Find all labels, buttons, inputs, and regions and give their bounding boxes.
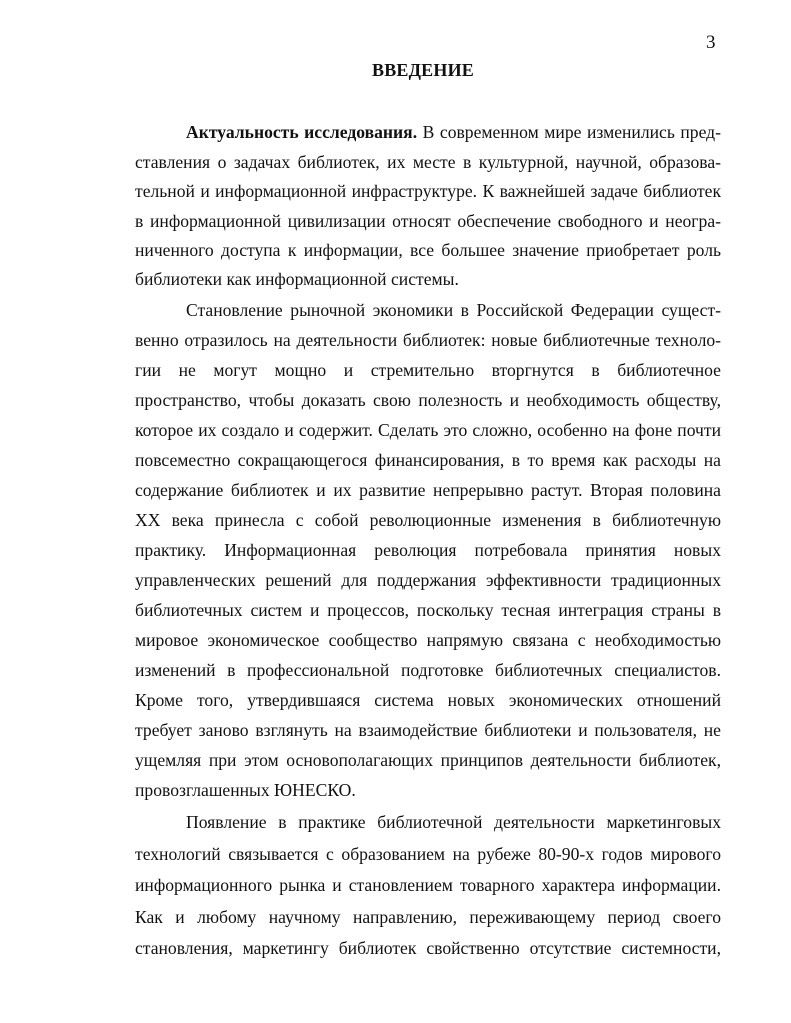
text-line: повсеместно сокращающегося финансирования, в то время как расходы на [135, 450, 721, 470]
text-line: Кроме того, утвердившаяся система новых экономических отношений [135, 690, 721, 710]
text-line [186, 121, 721, 143]
text-line: Становление рыночной экономики в Российской Федерации сущест- [186, 300, 721, 320]
text-line: провозглашенных ЮНЕСКО. [135, 780, 356, 800]
page-title: ВВЕДЕНИЕ [371, 60, 474, 80]
text-line: технологий связывается с образованием на рубеже 80-90-х годов мирового [135, 844, 721, 864]
text-line: управленческих решений для поддержания эффективности традиционных [135, 570, 721, 590]
text-line: Как и любому научному направлению, переживающему период своего [135, 907, 721, 927]
text-line: в информационной цивилизации относят обеспечение свободного и неогра- [135, 211, 721, 231]
text-line: XX века принесла с собой революционные изменения в библиотечную [135, 510, 721, 530]
text-line: которое их создало и содержит. Сделать это сложно, особенно на фоне почти [135, 420, 721, 440]
text-line: гии не могут мощно и стремительно вторгнутся в библиотечное [135, 360, 721, 380]
text-line: пространство, чтобы доказать свою полезность и необходимость обществу, [135, 390, 721, 410]
text-line: требует заново взглянуть на взаимодействие библиотеки и пользователя, не [135, 720, 721, 740]
lead-phrase: Актуальность исследования. [186, 122, 418, 142]
text-line: содержание библиотек и их развитие непрерывно растут. Вторая половина [135, 480, 721, 500]
text-line-rest: В современном мире изменились пред- [417, 122, 721, 142]
text-line: информационного рынка и становлением товарного характера информации. [135, 875, 721, 895]
text-line: венно отразилось на деятельности библиотек: новые библиотечные техноло- [135, 330, 721, 350]
text-line: становления, маркетингу библиотек свойственно отсутствие системности, [135, 938, 721, 958]
text-line: библиотечных систем и процессов, поскольку тесная интеграция страны в [135, 600, 721, 620]
text-line: ставления о задачах библиотек, их месте в культурной, научной, образова- [135, 152, 721, 172]
page-number: 3 [706, 32, 716, 53]
text-line: библиотеки как информационной системы. [135, 269, 459, 289]
text-line: изменений в профессиональной подготовке библиотечных специалистов. [135, 660, 721, 680]
text-line: ущемляя при этом основополагающих принципов деятельности библиотек, [135, 750, 721, 770]
text-line: практику. Информационная революция потребовала принятия новых [135, 540, 721, 560]
text-line: тельной и информационной инфраструктуре. К важнейшей задаче библиотек [135, 181, 721, 201]
text-line: мировое экономическое сообщество напрямую связана с необходимостью [135, 630, 721, 650]
text-line: ниченного доступа к информации, все большее значение приобретает роль [135, 240, 721, 260]
text-line: Появление в практике библиотечной деятельности маркетинговых [186, 812, 721, 832]
